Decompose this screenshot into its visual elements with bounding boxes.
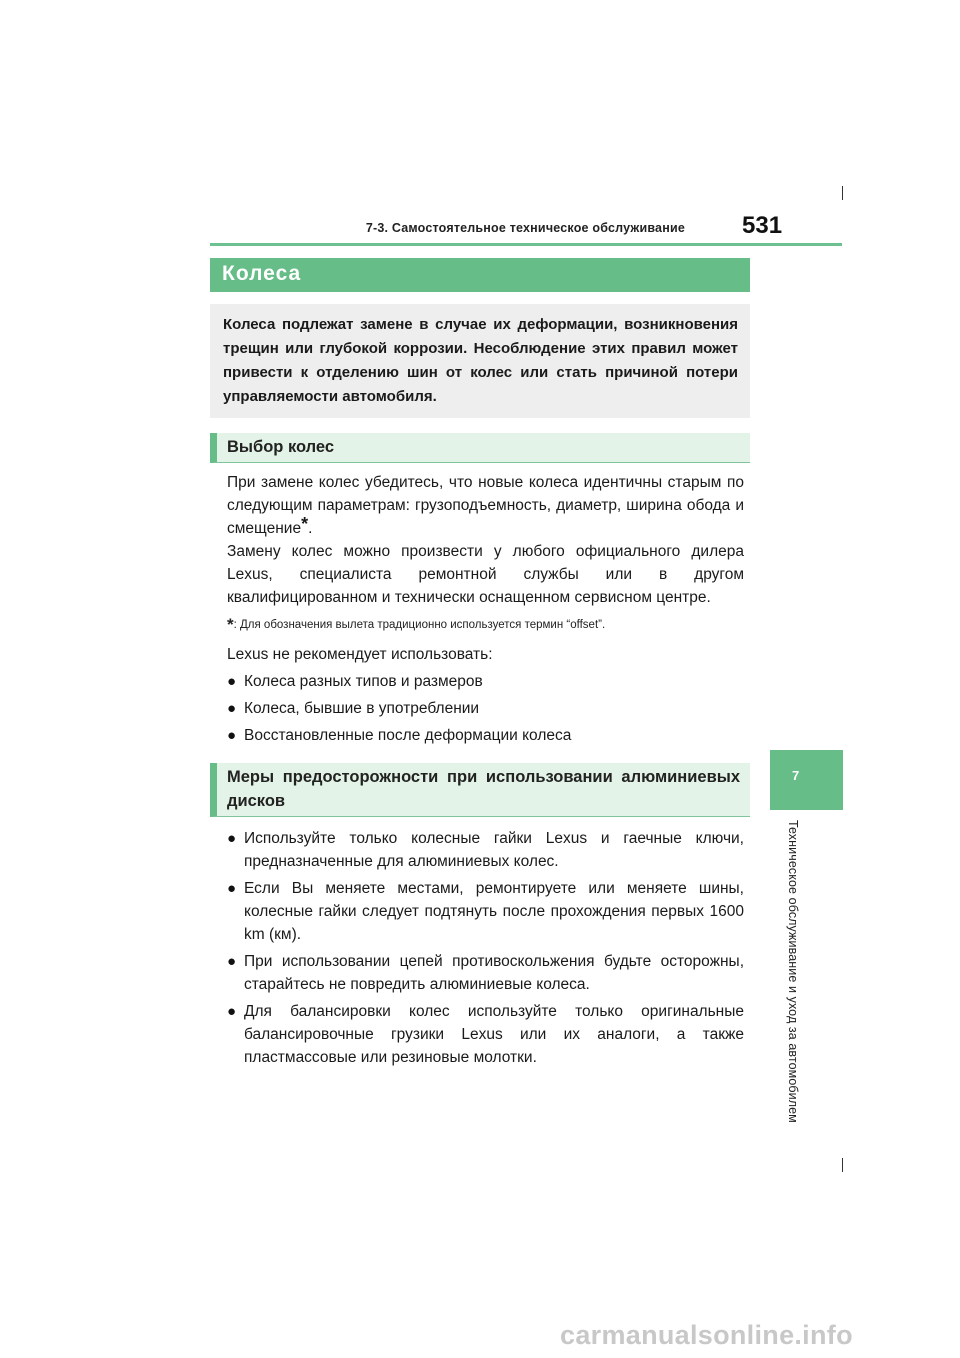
list-item-text: Колеса, бывшие в употреблении: [244, 700, 480, 717]
bullet-icon: ●: [227, 700, 237, 717]
list-item: [210, 670, 750, 693]
footnote-text: : Для обозначения вылета традиционно используется термин “offset”.: [233, 619, 606, 631]
footnote: [210, 615, 750, 635]
chapter-number: 7: [792, 768, 800, 783]
lead-text: Lexus не рекомендует использовать:: [227, 646, 493, 663]
header-rule: [210, 243, 842, 246]
watermark: carmanualsonline.info: [560, 1320, 853, 1350]
bullet-icon: ●: [227, 880, 237, 897]
paragraph-end: .: [308, 520, 313, 537]
subsection-title-wheel-choice: Выбор колес: [210, 433, 750, 463]
list-item-text: Восстановленные после деформации колеса: [244, 727, 572, 744]
subsection-title-alloy: Меры предосторожности при использовании алюминиевых дисков: [210, 763, 750, 817]
list-item: [210, 697, 750, 720]
list-item-text: Для балансировки колес используйте только оригинальные балансировочные грузики Lexus или их аналоги, а также пластмассовые или резиновые молотки.: [244, 1003, 744, 1066]
list-item: [210, 1000, 750, 1069]
chapter-tab: [770, 750, 843, 810]
section-title: Колеса: [210, 258, 750, 292]
paragraph-wheel-params: [210, 471, 750, 540]
main-content: [210, 258, 750, 1069]
list-item: [210, 877, 750, 946]
bullet-icon: ●: [227, 727, 237, 744]
bullet-icon: ●: [227, 953, 237, 970]
paragraph-text: При замене колес убедитесь, что новые колеса идентичны старым по следующим параметрам: грузоподъемность, диаметр, ширина обода и смещение: [227, 474, 744, 537]
running-header: 7-3. Самостоятельное техническое обслуживание: [365, 221, 685, 235]
list-item-text: Используйте только колесные гайки Lexus и гаечные ключи, предназначенные для алюминиевых колес.: [244, 830, 744, 870]
crop-mark-top: [842, 186, 843, 200]
footnote-marker: *: [301, 514, 309, 534]
page-number: 531: [742, 212, 783, 239]
list-item: [210, 950, 750, 996]
list-item-text: При использовании цепей противоскольжения будьте осторожны, старайтесь не повредить алюминиевые колеса.: [244, 953, 744, 993]
bullet-icon: ●: [227, 830, 237, 847]
bullet-icon: ●: [227, 673, 237, 690]
list-item-text: Колеса разных типов и размеров: [244, 673, 483, 690]
bullet-icon: ●: [227, 1003, 237, 1020]
crop-mark-bottom: [842, 1158, 843, 1172]
list-item-text: Если Вы меняете местами, ремонтируете или меняете шины, колесные гайки следует подтянуть после прохождения первых 1600 km (км).: [244, 880, 744, 943]
footnote-star: *: [227, 615, 234, 634]
list-item: [210, 827, 750, 873]
paragraph-dealer: Замену колес можно произвести у любого официального дилера Lexus, специалиста ремонтной службы или в другом квалифицированном и технически оснащенном сервисном центре.: [227, 543, 744, 606]
intro-box: Колеса подлежат замене в случае их деформации, возникновения трещин или глубокой коррозии. Несоблюдение этих правил может привести к отделению шин от колес или стать причиной потери управляемости автомобиля.: [210, 304, 750, 418]
chapter-label: Техническое обслуживание и уход за автомобилем: [786, 820, 800, 1123]
list-item: [210, 724, 750, 747]
